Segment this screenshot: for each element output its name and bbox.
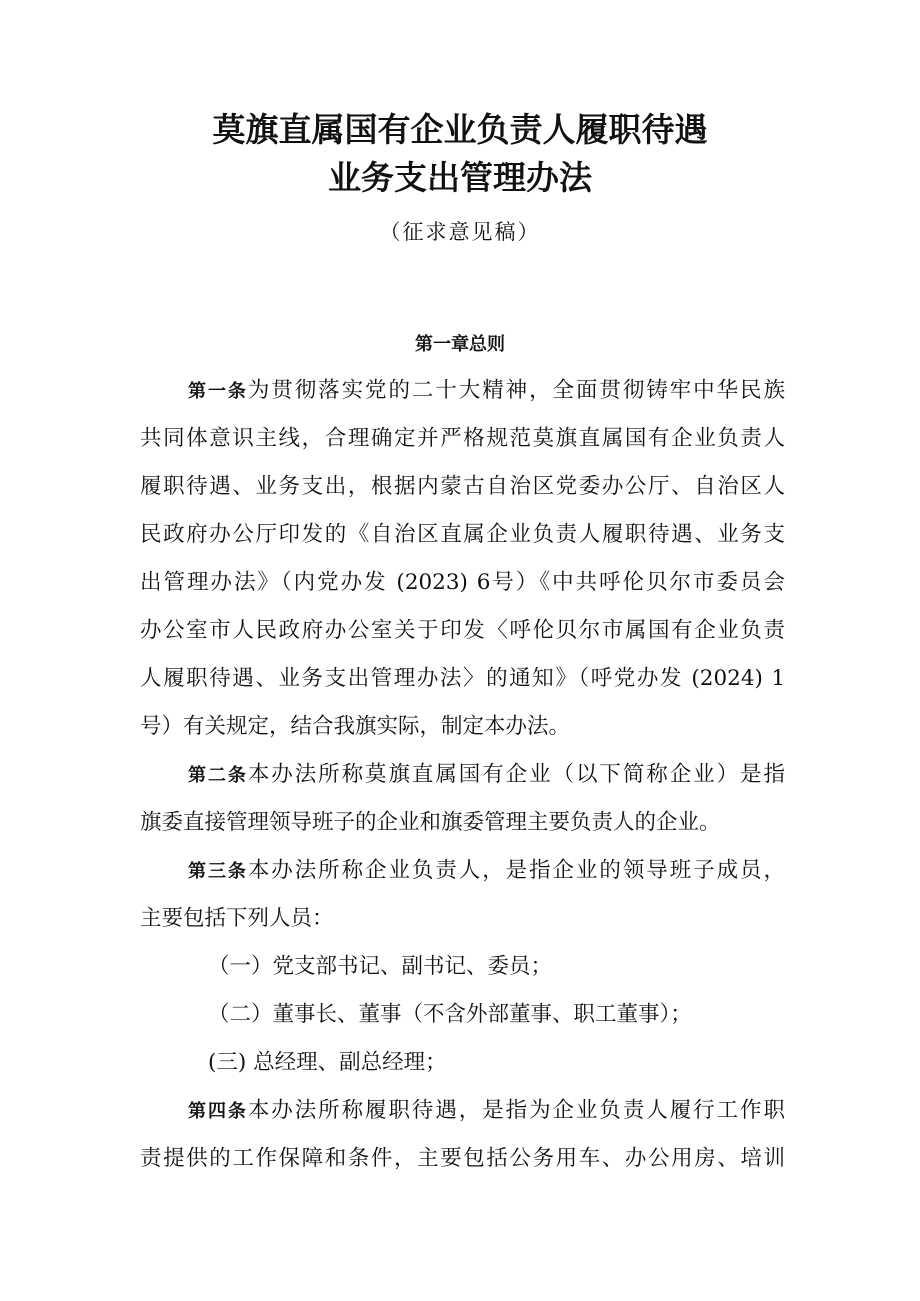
article-1-line-5: 出管理办法》（内党办发 (2023) 6号）《中共呼伦贝尔市委员会	[140, 570, 785, 595]
chapter-heading: 第一章总则	[415, 334, 505, 355]
article-4-line-1: 第四条本办法所称履职待遇，是指为企业负责人履行工作职	[188, 1098, 785, 1123]
article-1-label: 第一条	[188, 381, 248, 402]
article-3-label: 第三条	[188, 861, 248, 882]
article-2-line-2: 旗委直接管理领导班子的企业和旗委管理主要负责人的企业。	[140, 810, 721, 835]
article-1-line-8: 号）有关规定，结合我旗实际，制定本办法。	[140, 714, 571, 739]
article-3-line-1: 第三条本办法所称企业负责人，是指企业的领导班子成员，	[188, 858, 785, 883]
article-4-line-2: 责提供的工作保障和条件，主要包括公务用车、办公用房、培训	[140, 1146, 785, 1171]
draft-note: （征求意见稿）	[379, 220, 541, 244]
document-title-line-2: 业务支出管理办法	[328, 158, 592, 197]
article-1-line-2: 共同体意识主线，合理确定并严格规范莫旗直属国有企业负责人	[140, 426, 785, 451]
article-1-line-6: 办公室市人民政府办公室关于印发〈呼伦贝尔市属国有企业负责	[140, 618, 785, 643]
article-3-item-1: （一）党支部书记、副书记、委员；	[208, 954, 553, 979]
article-3-item-3: (三) 总经理、副总经理；	[208, 1050, 447, 1075]
article-2-line-1: 第二条本办法所称莫旗直属国有企业（以下简称企业）是指	[188, 762, 785, 787]
article-3-line-2: 主要包括下列人员：	[140, 906, 334, 931]
article-1-line-7: 人履职待遇、业务支出管理办法〉的通知》（呼党办发 (2024) 1	[140, 666, 785, 691]
article-3-item-2: （二）董事长、董事（不含外部董事、职工董事）；	[208, 1002, 692, 1027]
article-1-line-3: 履职待遇、业务支出，根据内蒙古自治区党委办公厅、自治区人	[140, 474, 785, 499]
article-1-line-1: 第一条为贯彻落实党的二十大精神，全面贯彻铸牢中华民族	[188, 378, 785, 403]
document-title-line-1: 莫旗直属国有企业负责人履职待遇	[212, 110, 708, 149]
article-2-label: 第二条	[188, 765, 248, 786]
article-4-label: 第四条	[188, 1101, 248, 1122]
article-1-line-4: 民政府办公厅印发的《自治区直属企业负责人履职待遇、业务支	[140, 522, 785, 547]
